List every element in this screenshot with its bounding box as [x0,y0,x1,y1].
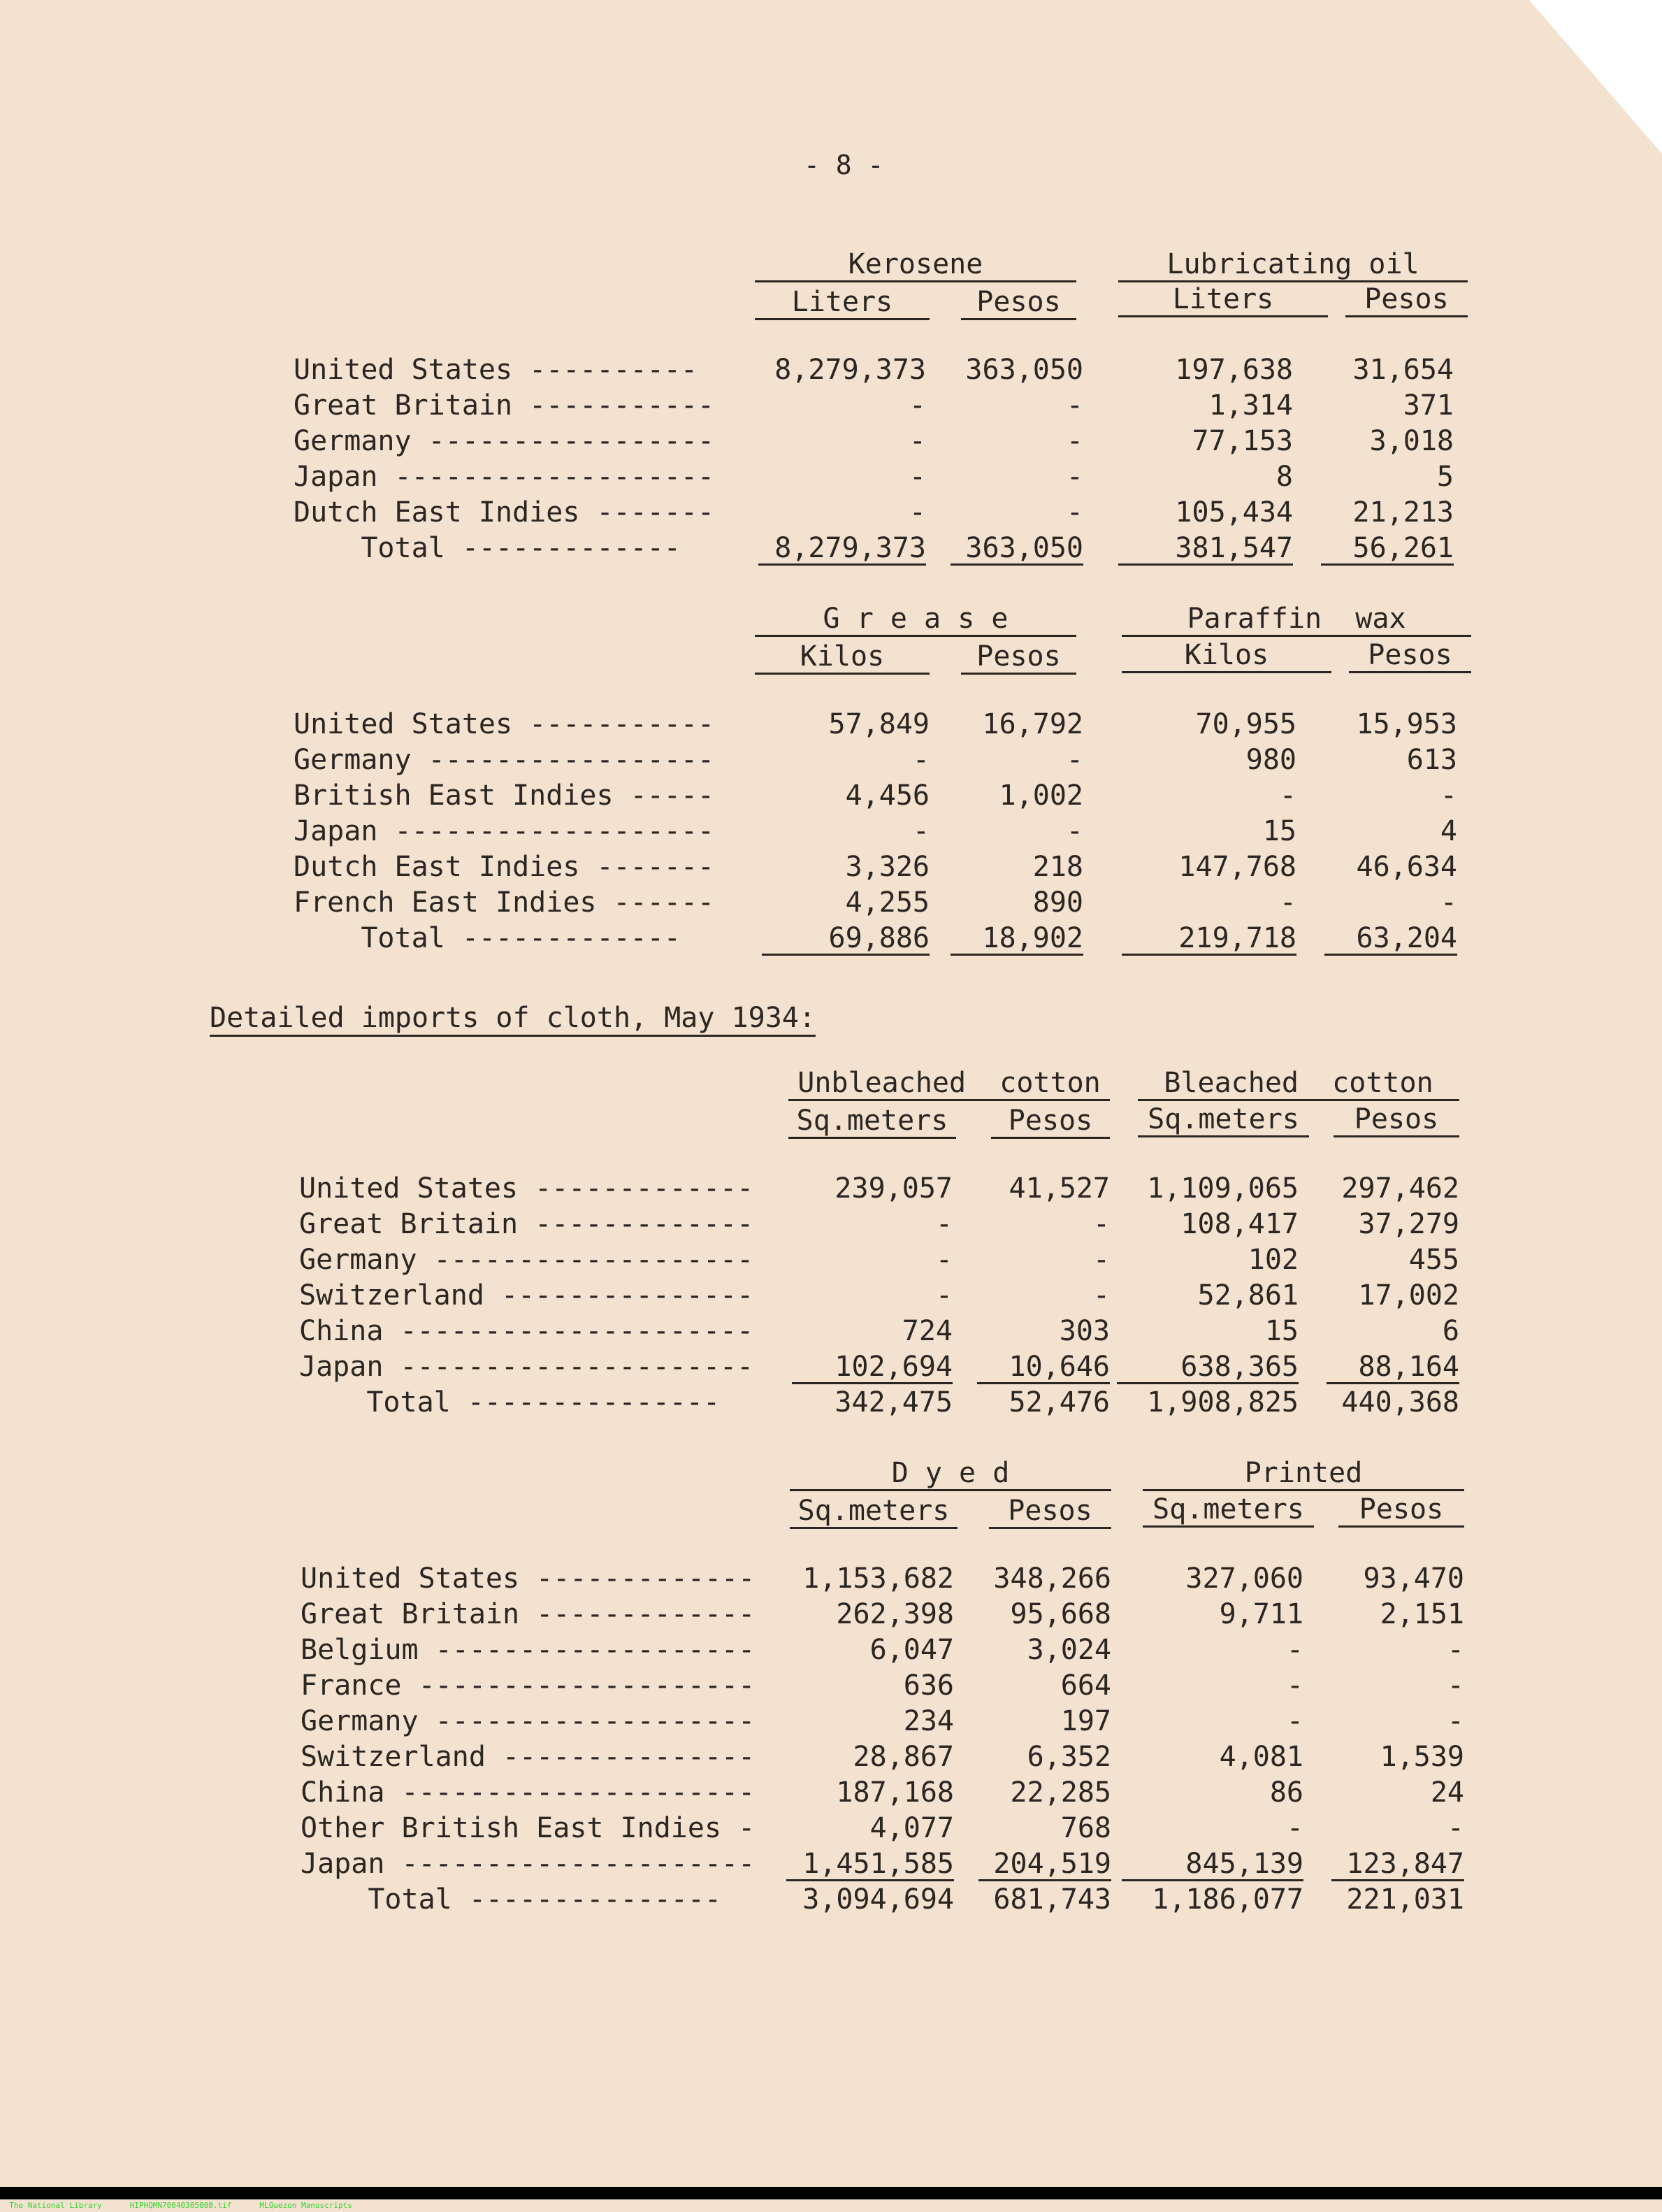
row-label: Japan ------------------- [294,815,715,847]
table-cell: 1,451,585 [802,1848,954,1880]
subheader-pesos: Pesos [1349,639,1471,673]
table-cell: 9,711 [1219,1598,1303,1630]
table-cell: 52,861 [1197,1279,1299,1312]
row-label: Great Britain ------------- [301,1598,756,1630]
sum-rule [762,954,930,956]
table-cell: - [1066,425,1083,457]
table-cell: - [1066,461,1083,493]
table-cell: 187,168 [836,1776,954,1809]
archive-footer-bar [0,2187,1662,2210]
table-cell: 768 [1060,1812,1111,1844]
table-cell: 1,002 [999,780,1083,812]
table-cell: 31,654 [1352,354,1454,386]
row-label: Germany ------------------- [301,1705,756,1737]
table-cell: - [1286,1812,1303,1844]
table-cell: 197 [1060,1705,1111,1737]
table-cell: - [1066,744,1083,776]
sum-rule [951,563,1083,566]
group-header-dyed: D y e d [790,1457,1111,1491]
table-cell: - [909,461,926,493]
subheader-pesos: Pesos [1338,1493,1464,1528]
subheader-kilos: Kilos [755,640,930,675]
table-cell: 56,261 [1352,532,1454,564]
table-cell: 234 [903,1705,954,1737]
table-cell: 613 [1406,744,1457,776]
table-cell: - [909,389,926,422]
row-label: Switzerland --------------- [301,1741,756,1773]
table-cell: 6,352 [1027,1741,1111,1773]
table-cell: 22,285 [1010,1776,1111,1809]
table-cell: 15 [1264,1315,1299,1347]
subheader-pesos: Pesos [991,1105,1110,1139]
table-cell: - [935,1244,953,1276]
table-cell: 681,743 [993,1883,1111,1916]
table-cell: 88,164 [1358,1351,1459,1383]
table-cell: 3,094,694 [802,1883,954,1916]
table-cell: 204,519 [993,1848,1111,1880]
row-label: China --------------------- [301,1776,756,1809]
sum-rule [1324,954,1457,956]
table-cell: 95,668 [1010,1598,1111,1630]
table-cell: 28,867 [853,1741,954,1773]
sum-rule [758,563,926,566]
subheader-pesos: Pesos [961,286,1076,320]
table-cell: 8,279,373 [774,532,926,564]
sum-rule [1118,563,1293,566]
table-cell: 363,050 [965,354,1083,386]
subheader-pesos: Pesos [961,640,1076,675]
table-cell: 297,462 [1341,1172,1459,1205]
sum-rule [951,954,1083,956]
row-label: United States ------------- [301,1563,756,1595]
subheader-liters: Liters [1118,283,1328,317]
table-cell: 4 [1440,815,1457,847]
table-cell: 218 [1032,851,1083,883]
group-header-bleached-cotton: Bleached cotton [1138,1067,1459,1101]
subheader-pesos: Pesos [1345,283,1468,317]
footer-collection: MLQuezon Manuscripts [259,2201,352,2210]
table-cell: 6 [1442,1315,1459,1347]
table-cell: 37,279 [1358,1208,1459,1240]
table-cell: - [1440,886,1457,919]
sum-rule [1122,954,1296,956]
table-cell: - [1447,1705,1464,1737]
table-cell: 77,153 [1192,425,1293,457]
table-cell: 636 [903,1669,954,1702]
table-cell: 102,694 [834,1351,953,1383]
sum-rule [978,1879,1111,1881]
subheader-sq-meters: Sq.meters [1143,1493,1314,1528]
table-cell: 1,153,682 [802,1563,954,1595]
total-row-label: Total ------------- [294,532,681,564]
table-cell: 327,060 [1185,1563,1303,1595]
table-cell: 46,634 [1356,851,1457,883]
row-label: British East Indies ----- [294,780,715,812]
row-label: China --------------------- [299,1315,754,1347]
table-cell: 303 [1059,1315,1110,1347]
row-label: United States ------------- [299,1172,754,1205]
total-row-label: Total ------------- [294,922,681,954]
table-cell: - [1279,886,1296,919]
table-cell: 86 [1269,1776,1303,1809]
table-cell: 342,475 [834,1386,953,1419]
table-cell: 197,638 [1175,354,1293,386]
table-cell: - [1066,496,1083,529]
table-cell: 1,539 [1380,1741,1464,1773]
cloth-section-heading: Detailed imports of cloth, May 1934: [210,1001,816,1037]
table-cell: - [1066,389,1083,422]
table-cell: 219,718 [1178,922,1296,954]
table-cell: 41,527 [1009,1172,1110,1205]
table-cell: 63,204 [1356,922,1457,954]
table-cell: - [912,815,930,847]
table-cell: - [1279,780,1296,812]
table-cell: 57,849 [828,708,930,740]
table-cell: 123,847 [1346,1848,1464,1880]
table-cell: 8,279,373 [774,354,926,386]
table-cell: - [1447,1669,1464,1702]
table-cell: 93,470 [1363,1563,1464,1595]
table-cell: - [1447,1634,1464,1666]
row-label: Other British East Indies - [301,1812,756,1844]
table-cell: 239,057 [834,1172,953,1205]
table-cell: 6,047 [869,1634,954,1666]
subheader-liters: Liters [755,286,930,320]
row-label: United States ----------- [294,708,715,740]
table-cell: 363,050 [965,532,1083,564]
row-label: Germany ----------------- [294,425,715,457]
sum-rule [786,1879,954,1881]
subheader-sq-meters: Sq.meters [788,1105,956,1139]
table-cell: 381,547 [1175,532,1293,564]
table-cell: - [909,496,926,529]
table-cell: 3,326 [845,851,930,883]
row-label: France -------------------- [301,1669,756,1702]
row-label: Belgium ------------------- [301,1634,756,1666]
row-label: Dutch East Indies ------- [294,496,715,529]
row-label: Japan --------------------- [301,1848,756,1880]
table-cell: 18,902 [982,922,1083,954]
row-label: Germany ------------------- [299,1244,754,1276]
footer-library: The National Library [9,2201,102,2210]
table-cell: - [1092,1279,1110,1312]
page-number: - 8 - [804,150,884,180]
table-cell: - [1092,1244,1110,1276]
table-cell: - [1447,1812,1464,1844]
sum-rule [1321,563,1454,566]
table-cell: 1,314 [1208,389,1293,422]
table-cell: 17,002 [1358,1279,1459,1312]
group-header-grease: G r e a s e [755,603,1076,637]
table-cell: 8 [1276,461,1293,493]
subheader-sq-meters: Sq.meters [790,1495,958,1529]
row-label: Great Britain ------------- [299,1208,754,1240]
sum-rule [977,1382,1110,1384]
table-cell: - [1286,1669,1303,1702]
sum-rule [792,1382,953,1384]
row-label: Japan ------------------- [294,461,715,493]
table-cell: 21,213 [1352,496,1454,529]
group-header-kerosene: Kerosene [755,248,1076,282]
row-label: United States ---------- [294,354,698,386]
group-header-paraffin-wax: Paraffin wax [1122,603,1471,637]
table-cell: 4,456 [845,780,930,812]
table-cell: - [935,1208,953,1240]
table-cell: 1,908,825 [1147,1386,1299,1419]
table-cell: 24 [1430,1776,1464,1809]
table-cell: 15 [1262,815,1296,847]
sum-rule [1331,1879,1464,1881]
row-label: Great Britain ----------- [294,389,715,422]
table-cell: 3,024 [1027,1634,1111,1666]
total-row-label: Total --------------- [301,1883,722,1916]
table-cell: 1,186,077 [1152,1883,1303,1916]
total-row-label: Total --------------- [299,1386,721,1419]
row-label: Japan --------------------- [299,1351,754,1383]
row-label: French East Indies ------ [294,886,715,919]
folded-page-corner [1529,0,1662,154]
subheader-pesos: Pesos [989,1495,1111,1529]
table-cell: - [1066,815,1083,847]
table-cell: 105,434 [1175,496,1293,529]
table-cell: 221,031 [1346,1883,1464,1916]
subheader-kilos: Kilos [1122,639,1331,673]
subheader-sq-meters: Sq.meters [1138,1103,1309,1137]
subheader-pesos: Pesos [1334,1103,1459,1137]
table-cell: 455 [1408,1244,1459,1276]
sum-rule [1327,1382,1459,1384]
table-cell: 108,417 [1180,1208,1299,1240]
table-cell: - [912,744,930,776]
row-label: Dutch East Indies ------- [294,851,715,883]
table-cell: 845,139 [1185,1848,1303,1880]
table-cell: 440,368 [1341,1386,1459,1419]
table-cell: 102 [1248,1244,1299,1276]
footer-file: HIPHQMN70040305008.tif [129,2201,232,2210]
table-cell: 52,476 [1009,1386,1110,1419]
table-cell: 4,081 [1219,1741,1303,1773]
table-cell: 69,886 [828,922,930,954]
table-cell: 348,266 [993,1563,1111,1595]
table-cell: 147,768 [1178,851,1296,883]
table-cell: 980 [1245,744,1296,776]
table-cell: 10,646 [1009,1351,1110,1383]
sum-rule [1122,1879,1303,1881]
table-cell: 1,109,065 [1147,1172,1299,1205]
table-cell: - [1286,1705,1303,1737]
table-cell: - [935,1279,953,1312]
table-cell: 638,365 [1180,1351,1299,1383]
row-label: Germany ----------------- [294,744,715,776]
table-cell: 3,018 [1369,425,1454,457]
table-cell: 262,398 [836,1598,954,1630]
table-cell: 724 [902,1315,953,1347]
table-cell: 371 [1403,389,1454,422]
table-cell: 890 [1032,886,1083,919]
table-cell: 5 [1436,461,1454,493]
table-cell: 70,955 [1195,708,1296,740]
sum-rule [1117,1382,1299,1384]
table-cell: - [909,425,926,457]
table-cell: - [1286,1634,1303,1666]
group-header-lubricating-oil: Lubricating oil [1118,248,1468,282]
group-header-unbleached-cotton: Unbleached cotton [788,1067,1110,1101]
table-cell: 4,255 [845,886,930,919]
table-cell: 4,077 [869,1812,954,1844]
group-header-printed: Printed [1143,1457,1464,1491]
table-cell: 15,953 [1356,708,1457,740]
table-cell: - [1092,1208,1110,1240]
row-label: Switzerland --------------- [299,1279,754,1312]
table-cell: 2,151 [1380,1598,1464,1630]
table-cell: 16,792 [982,708,1083,740]
table-cell: - [1440,780,1457,812]
table-cell: 664 [1060,1669,1111,1702]
